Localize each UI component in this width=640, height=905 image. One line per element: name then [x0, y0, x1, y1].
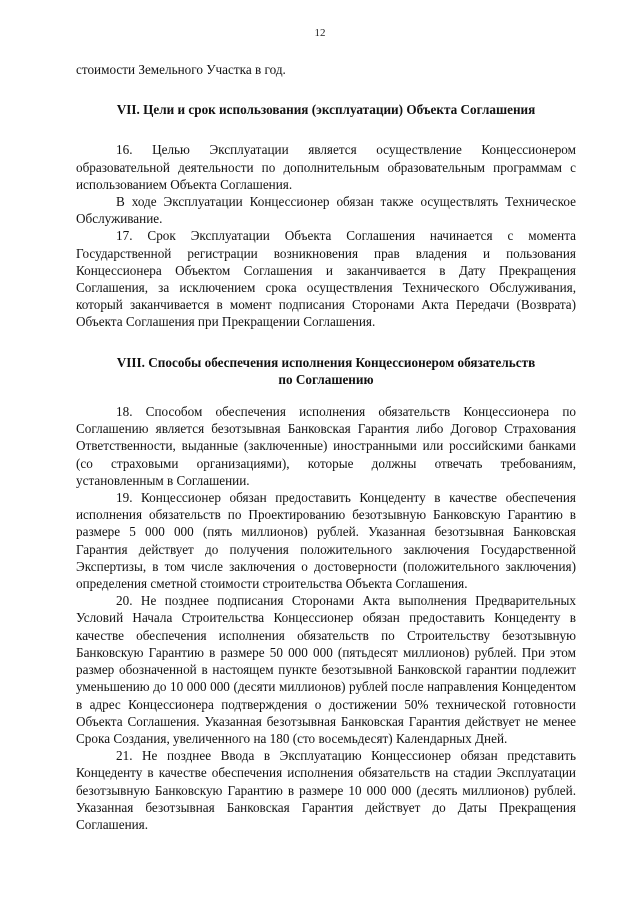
clause-16: 16. Целью Эксплуатации является осуществление Концессионером образовательной деятельности по дополнительным образовательным программам с использованием Объекта Соглашения.: [76, 142, 576, 192]
clause-19: 19. Концессионер обязан предоставить Концеденту в качестве обеспечения исполнения обязательств по Проектированию безотзывную Банковскую Гарантию в размере 5 000 000 (пять миллионов) рублей. Указанная безотзывная Банковская Гарантия действует до получения положительного заключения Государственной Экспертизы, в том числе заключения о достоверности (положительного заключения) определения сметной стоимости строительства Объекта Соглашения.: [76, 490, 576, 592]
clause-21: 21. Не позднее Ввода в Эксплуатацию Концессионер обязан представить Концеденту в качестве обеспечения исполнения обязательств на стадии Эксплуатации безотзывную Банковскую Гарантию в размере 10 000 000 (десять миллионов) рублей. Указанная безотзывная Банковская Гарантия действует до Даты Прекращения Соглашения.: [76, 748, 576, 832]
section-7-heading: VII. Цели и срок использования (эксплуатации) Объекта Соглашения: [116, 102, 536, 118]
clause-16-continuation: В ходе Эксплуатации Концессионер обязан также осуществлять Техническое Обслуживание.: [76, 194, 576, 227]
clause-20: 20. Не позднее подписания Сторонами Акта выполнения Предварительных Условий Начала Строительства Концессионер обязан предоставить Концеденту в качестве обеспечения исполнения обязательств по Строительству безотзывную Банковскую Гарантию в размере 50 000 000 (пятьдесят миллионов) рублей. При этом размер обозначенной в настоящем пункте безотзывной Банковской гарантии подлежит уменьшению до 10 000 000 (десяти миллионов) рублей после направления Концедентом в адрес Концессионера подтверждения о достижении 50% технической готовности Объекта Соглашения. Указанная безотзывная Банковская Гарантия действует не менее Срока Создания, увеличенного на 180 (сто восемьдесят) Календарных Дней.: [76, 593, 576, 746]
clause-17: 17. Срок Эксплуатации Объекта Соглашения начинается с момента Государственной регистрации возникновения прав владения и пользования Концессионера Объектом Соглашения и заканчивается в Дату Прекращения Соглашения, за исключением срока осуществления Технического Обслуживания, который заканчивается в момент подписания Сторонами Акта Передачи (Возврата) Объекта Соглашения при Прекращении Соглашения.: [76, 228, 576, 330]
intro-text: стоимости Земельного Участка в год.: [76, 62, 286, 77]
document-body: [76, 61, 576, 833]
page-number: 12: [314, 27, 326, 39]
section-8-heading: [76, 354, 576, 388]
section-8-heading-line1: VIII. Способы обеспечения исполнения Концессионером обязательств: [116, 354, 536, 370]
section-8-heading-line2: по Соглашению: [278, 371, 374, 387]
clause-18: 18. Способом обеспечения исполнения обязательств Концессионера по Соглашению является безотзывная Банковская Гарантия либо Договор Страхования Ответственности, выданные (заключенные) иностранными или российскими банками (со страховыми организациями), которые должны отвечать требованиям, установленным в Соглашении.: [76, 404, 576, 488]
